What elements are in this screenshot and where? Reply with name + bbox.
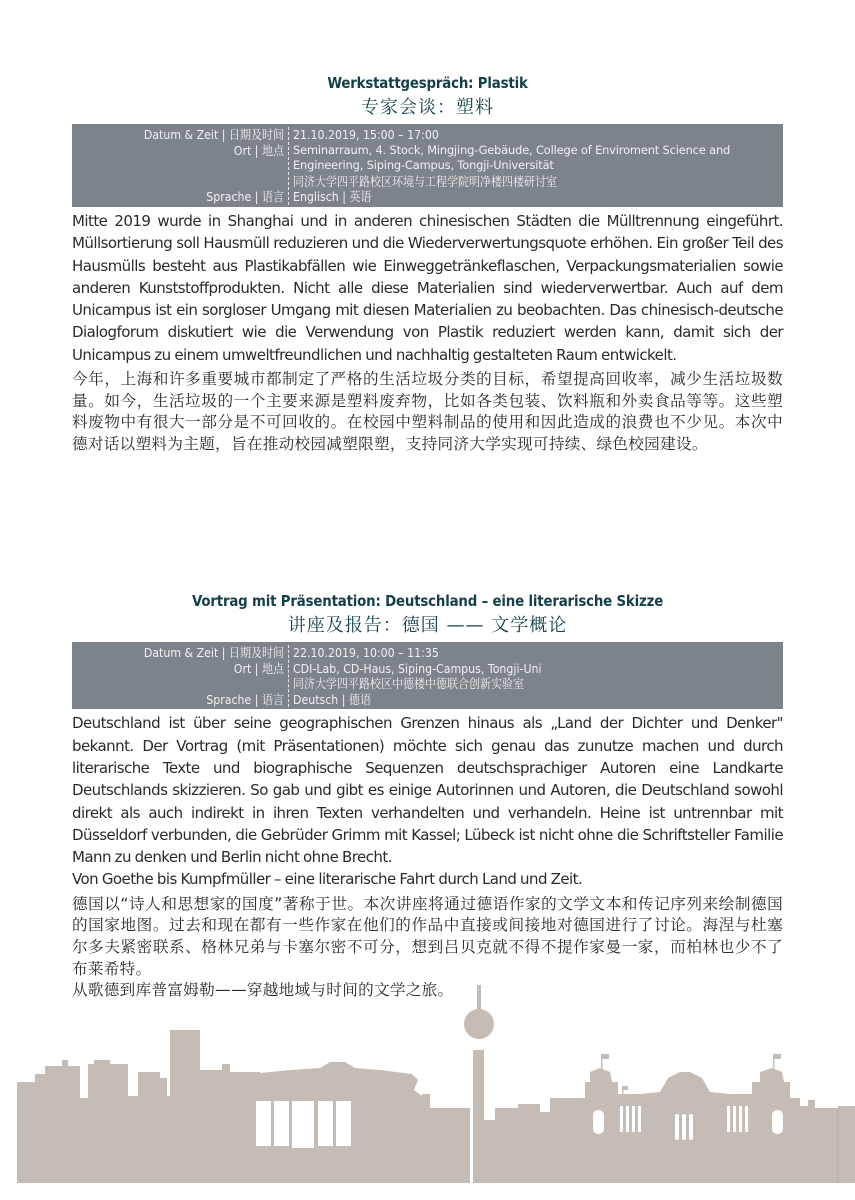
event-title-zh: 专家会谈：塑料 (361, 97, 494, 118)
event-description-de: Mitte 2019 wurde in Shanghai und in anderen chinesischen Städten die Mülltrennung eingeführt. Müllsortierung soll Hausmüll reduzieren und die Wiederverwertungsquote erhöhen. Ein großer Teil des Hausmülls besteht aus Plastikabfällen wie Einweggetränkeflaschen, Verpackungsmaterialien sowie anderen Kunststoffprodukten. Nicht alle diese Materialien sind wiederverwertbar. Auch auf dem Unicampus ist ein sorgloser Umgang mit diesen Materialien zu beobachten. Das chinesisch-deutsche Dialogforum diskutiert wie die Verwendung von Plastik reduziert werden kann, damit sich der Unicampus zu einem umweltfreundlichen und nachhaltig gestalteten Raum entwickelt. (72, 211, 783, 364)
place-value-de: Seminarraum, 4. Stock, Mingjing-Gebäude, College of Enviroment Science and Engineering, Siping-Campus, Tongji-Universität (293, 142, 731, 173)
language-label: Sprache | 语言 (206, 189, 284, 205)
event-description-zh: 今年，上海和许多重要城市都制定了严格的生活垃圾分类的目标，希望提高回收率，减少生活垃圾数量。如今，生活垃圾的一个主要来源是塑料废弃物，比如各类包装、饮料瓶和外卖食品等等。这些塑料废物中有很大一部分是不可回收的。在校园中塑料制品的使用和因此造成的浪费也不少见。本次中德对话以塑料为主题，旨在推动校园减塑限塑，支持同济大学实现可持续、绿色校园建设。 (72, 370, 783, 453)
info-labels-column (72, 645, 289, 707)
language-value: Englisch | 英语 (293, 189, 372, 205)
place-value-zh: 同济大学四平路校区环境与工程学院明净楼四楼研讨室 (293, 173, 558, 189)
place-value-de: CDI-Lab, CD-Haus, Siping-Campus, Tongji-Uni (293, 660, 542, 676)
event-description-de: Deutschland ist über seine geographischen Grenzen hinaus als „Land der Dichter und Denker" bekannt. Der Vortrag (mit Präsentationen) möchte sich genau das zunutze machen und durch literarische Texte und biographische Sequenzen deutschsprachiger Autoren eine Landkarte Deutschlands skizzieren. So gab und gibt es einige Autorinnen und Autoren, die Deutschland sowohl direkt als auch indirekt in ihren Texten verhandelten und verhandeln. Heine ist untrennbar mit Düsseldorf verbunden, die Gebrüder Grimm mit Kassel; Lübeck ist nicht ohne die Schriftsteller Familie Mann zu denken und Berlin nicht ohne Brecht. (72, 714, 783, 867)
info-labels-column (72, 127, 289, 205)
datetime-value: 22.10.2019, 10:00 – 11:35 (293, 645, 439, 660)
place-label: Ort | 地点 (233, 660, 284, 676)
datetime-label: Datum & Zeit | 日期及时间 (143, 127, 284, 142)
place-value-zh: 同济大学四平路校区中德楼中德联合创新实验室 (293, 676, 525, 692)
event-title-zh: 讲座及报告：德国 —— 文学概论 (287, 615, 568, 636)
event-title-de: Vortrag mit Präsentation: Deutschland – eine literarische Skizze (191, 592, 664, 610)
datetime-value: 21.10.2019, 15:00 – 17:00 (293, 127, 439, 142)
event-lecture-germany (72, 592, 783, 1002)
event-info-box (72, 124, 783, 207)
event-info-box (72, 642, 783, 709)
event-title-de: Werkstattgespräch: Plastik (327, 74, 528, 92)
event-tagline-de: Von Goethe bis Kumpfmüller – eine literarische Fahrt durch Land und Zeit. (72, 870, 583, 889)
language-label: Sprache | 语言 (206, 691, 284, 707)
datetime-label: Datum & Zeit | 日期及时间 (143, 645, 284, 660)
event-workshop-plastic (72, 74, 783, 455)
event-description-zh: 德国以“诗人和思想家的国度”著称于世。本次讲座将通过德语作家的文学文本和传记序列来绘制德国的国家地图。过去和现在都有一些作家在他们的作品中直接或间接地对德国进行了讨论。海涅与杜塞尔多夫紧密联系、格林兄弟与卡塞尔密不可分，想到吕贝克就不得不提作家曼一家，而柏林也少不了布莱希特。 (72, 894, 783, 978)
info-values-column (289, 645, 783, 707)
language-value: Deutsch | 德语 (293, 691, 371, 707)
info-values-column (289, 127, 783, 205)
event-tagline-zh: 从歌德到库普富姆勒——穿越地域与时间的文学之旅。 (72, 981, 454, 1000)
place-label: Ort | 地点 (233, 142, 284, 158)
